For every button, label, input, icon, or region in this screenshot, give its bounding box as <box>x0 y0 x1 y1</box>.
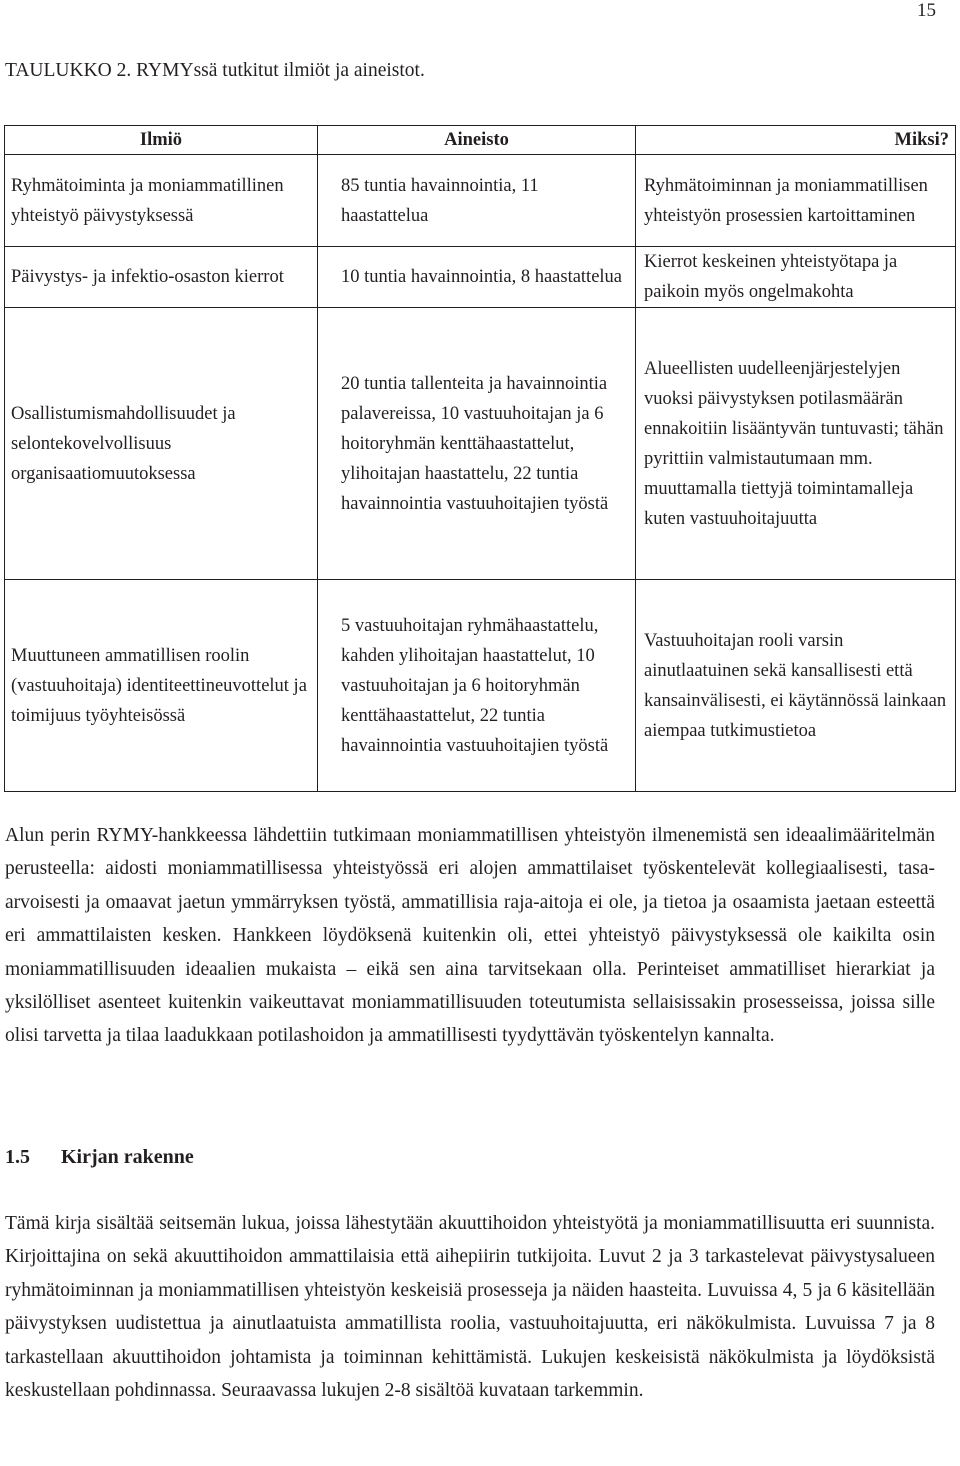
body-paragraph: Tämä kirja sisältää seitsemän lukua, joissa lähestytään akuuttihoidon yhteistyötä ja moniammatillisuutta eri suunnista. Kirjoittajina on sekä akuuttihoidon ammattilaisia että aihepiirin tutkijoita. Luvut 2 ja 3 tarkastelevat päivystysalueen ryhmätoiminnan ja moniammatillisen yhteistyön keskeisiä prosesseja ja näiden haasteita. Luvuissa 4, 5 ja 6 käsitellään päivystyksen uudistettua ja ainutlaatuista ammatillista roolia, vastuuhoitajuutta, eri näkökulmista. Luvuissa 7 ja 8 tarkastellaan akuuttihoidon johtamista ja toiminnan kehittämistä. Lukujen keskeisistä näkökulmista ja löydöksistä keskustellaan pohdinnassa. Seuraavassa lukujen 2-8 sisältöä kuvataan tarkemmin. <box>5 1213 935 1402</box>
table-row <box>5 155 956 247</box>
body-paragraph: Alun perin RYMY-hankkeessa lähdettiin tutkimaan moniammatillisen yhteistyön ilmenemistä sen ideaalimääritelmän perusteella: aidosti moniammatillisessa yhteistyössä eri alojen ammattilaiset työskentelevät kollegiaalisesti, tasa-arvoisesti ja omaavat jaetun ymmärryksen työstä, ammatillisia raja-aitoja ei ole, ja tietoa ja osaamista jaetaan esteettä eri ammattilaisten kesken. Hankkeen löydöksenä kuitenkin oli, ettei yhteistyö päivystyksessä ole kaikilta osin moniammatillisuuden ideaalien mukaista – eikä sen aina tarvitsekaan olla. Perinteiset ammatilliset hierarkiat ja yksilölliset asenteet kuitenkin vaikeuttavat moniammatillisuuden toteutumista sellaisissakin prosesseissa, joissa sille olisi tarvetta ja tilaa laadukkaan potilashoidon ja ammatillisesti tyydyttävän työskentelyn kannalta. <box>5 825 935 1047</box>
header-ilmio: Ilmiö <box>5 126 318 155</box>
cell-aineisto: 20 tuntia tallenteita ja havainnointia palavereissa, 10 vastuuhoitajan ja 6 hoitoryhmän kenttähaastattelut, ylihoitajan haastattelu, 22 tuntia havainnointia vastuuhoitajien työstä <box>318 308 636 580</box>
section-heading <box>5 1146 194 1169</box>
cell-miksi: Kierrot keskeinen yhteistyötapa ja paikoin myös ongelmakohta <box>636 247 956 308</box>
table-header-row <box>5 126 956 155</box>
table-row <box>5 308 956 580</box>
header-miksi: Miksi? <box>636 126 956 155</box>
table-row <box>5 247 956 308</box>
cell-ilmio: Päivystys- ja infektio-osaston kierrot <box>5 247 318 308</box>
table-caption: TAULUKKO 2. RYMYssä tutkitut ilmiöt ja aineistot. <box>5 60 425 81</box>
phenomena-table <box>4 125 956 792</box>
header-aineisto: Aineisto <box>318 126 636 155</box>
cell-miksi: Alueellisten uudelleenjärjestelyjen vuoksi päivystyksen potilasmäärän ennakoitiin lisääntyvän tuntuvasti; tähän pyrittiin valmistautumaan mm. muuttamalla tiettyjä toimintamalleja kuten vastuuhoitajuutta <box>636 308 956 580</box>
cell-ilmio: Ryhmätoiminta ja moniammatillinen yhteistyö päivystyksessä <box>5 155 318 247</box>
cell-ilmio: Muuttuneen ammatillisen roolin (vastuuhoitaja) identiteettineuvottelut ja toimijuus työyhteisössä <box>5 580 318 792</box>
cell-ilmio: Osallistumismahdollisuudet ja selontekovelvollisuus organisaatiomuutoksessa <box>5 308 318 580</box>
page-number: 15 <box>917 0 936 21</box>
section-title: Kirjan rakenne <box>61 1146 194 1168</box>
cell-miksi: Ryhmätoiminnan ja moniammatillisen yhteistyön prosessien kartoittaminen <box>636 155 956 247</box>
cell-aineisto: 5 vastuuhoitajan ryhmähaastattelu, kahden ylihoitajan haastattelut, 10 vastuuhoitajan ja 6 hoitoryhmän kenttähaastattelut, 22 tuntia havainnointia vastuuhoitajien työstä <box>318 580 636 792</box>
cell-aineisto: 85 tuntia havainnointia, 11 haastattelua <box>318 155 636 247</box>
cell-aineisto: 10 tuntia havainnointia, 8 haastattelua <box>318 247 636 308</box>
table-row <box>5 580 956 792</box>
cell-miksi: Vastuuhoitajan rooli varsin ainutlaatuinen sekä kansallisesti että kansainvälisesti, ei käytännössä lainkaan aiempaa tutkimustietoa <box>636 580 956 792</box>
section-number: 1.5 <box>5 1146 30 1168</box>
